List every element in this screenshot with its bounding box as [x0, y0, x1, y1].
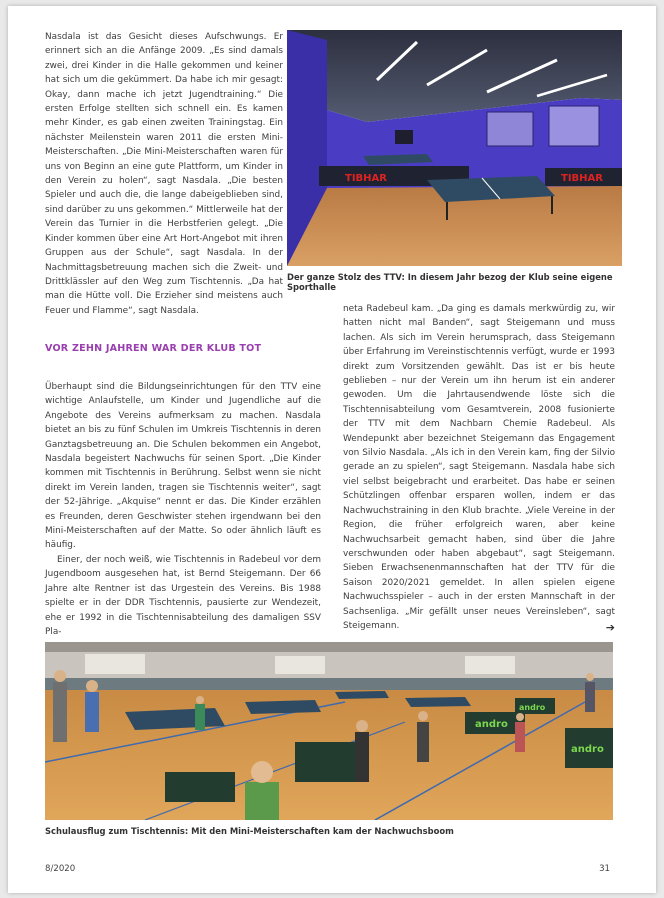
- andro-sign: andro: [519, 703, 546, 712]
- paragraph: Nasdala ist das Gesicht dieses Aufschwungs. Er erinnert sich an die Anfänge 2009. „Es sind damals zwei, drei Kinder in die Halle gekommen und keiner hat sich um die gekümmert. Da habe ich mir gesagt: Okay, dann mache ich jetzt Jugendtraining.“ Die ersten Erfolge stellten sich schnell ein. Es kamen mehr Kinder, es gab einen zweiten Trainingstag. Ein nächster Meilenstein waren 2011 die ersten Mini-Meisterschaften. „Die Mini-Meisterschaften waren für uns von Beginn an eine gute Plattform, um Kinder in den Verein zu holen“, sagt Nasdala. „Die besten Spieler und auch die, die lange dabeigeblieben sind, sind darüber zu uns gekommen.“ Mittlerweile hat der Verein das Turnier in die Herbstferien gelegt. „Die Kinder kommen über eine Art Hort-Angebot mit ihren Gruppen aus der Schule“, sagt Nasdala. In der Nachmittagsbetreuung machen sich die Zweit- und Drittklässler auf den Weg zum Tischtennis. „Da hat man die Hütte voll. Die Erzieher sind meistens auch Feuer und Flamme“, sagt Nasdala.: [45, 32, 283, 316]
- section-heading: VOR ZEHN JAHREN WAR DER KLUB TOT: [45, 343, 262, 354]
- photo-caption-top: Der ganze Stolz des TTV: In diesem Jahr bezog der Klub seine eigene Sporthalle: [287, 272, 613, 292]
- gym-illustration: [45, 642, 613, 820]
- magazine-page: [8, 6, 656, 893]
- sports-hall-photo: [287, 30, 622, 266]
- photo-caption-bottom: Schulausflug zum Tischtennis: Mit den Mini-Meisterschaften kam der Nachwuchsboom: [45, 826, 454, 836]
- continue-arrow-icon: ➔: [605, 620, 615, 634]
- paragraph: Einer, der noch weiß, wie Tischtennis in Radebeul vor dem Jugendboom ausgesehen hat, ist Bernd Steigemann. Der 66 Jahre alte Rentner ist das Urgestein des Vereins. Bis 1988 spielte er in der DDR Tischtennis, pausierte zur Wendezeit, ehe er 1992 in die Tischtennisabteilung des damaligen SSV Pla-: [45, 554, 321, 637]
- sports-hall-illustration: [287, 30, 622, 266]
- article-column-right: [343, 302, 615, 633]
- tibhar-sign: TIBHAR: [345, 173, 387, 184]
- school-trip-photo: [45, 642, 613, 820]
- tibhar-sign: TIBHAR: [561, 173, 603, 184]
- paragraph: Überhaupt sind die Bildungseinrichtungen für den TTV eine wichtige Anlaufstelle, um Kinder und Jugendliche auf die Angebote des Vereins aufmerksam zu machen. Nasdala bietet an bis zu fünf Schulen im Umkreis Tischtennis in deren Ganztagsbetreuung an. Die Schulen bekommen ein Angebot, Nasdala begeistert Nachwuchs für seinen Sport. „Die Kinder kommen mit Tischtennis in Berührung. Selbst wenn sie nicht direkt im Verein landen, tragen sie Tischtennis weiter“, sagt der 52-Jährige. „Akquise“ nennt er das. Die Kinder erzählen es Freunden, deren Geschwister stehen irgendwann bei den Mini-Meisterschaften auf der Matte. So oder ähnlich läuft es häufig.: [45, 382, 321, 551]
- andro-sign: andro: [571, 744, 604, 755]
- paragraph: neta Radebeul kam. „Da ging es damals merkwürdig zu, wir hatten nicht mal Banden“, sagt Steigemann und muss lachen. Als sich im Verein herumsprach, dass Steigemann über Erfahrung im Vereinstischtennis verfügt, wurde er 1993 direkt zum Vorsitzenden gewählt. Das ist er bis heute geblieben – nur der Verein um ihn herum ist ein anderer gewoden. Um die Jahrtausendwende löste sich die Tischtennisabteilung vom Gesamtverein, 2008 fusionierte der TTV mit dem Nachbarn Chemie Radebeul. Als Wendepunkt aber bezeichnet Steigemann das Engagement von Silvio Nasdala. „Als ich in den Verein kam, fing der Silvio gerade an zu spielen“, sagt Steigemann. Nasdala habe sich viel selbst beigebracht und erarbeitet. Das habe er seinen Schützlingen offenbar ersparen wollen, indem er das Nachwuchstraining in den Klub brachte. „Viele Vereine in der Region, die früher erfolgreich waren, aber keine Nachwuchsarbeit gemacht haben, sind über die Jahre verschwunden oder haben abgebaut“, sagt Steigemann. Sieben Erwachsenenmannschaften hat der TTV für die Saison 2020/2021 gemeldet. In allen spielen eigene Nachwuchsspieler – auch in der ersten Mannschaft in der Sachsenliga. „Mir gefällt unser neues Vereinsleben“, sagt Steigemann.: [343, 304, 615, 631]
- andro-sign: andro: [475, 719, 508, 730]
- page-number: 31: [599, 864, 610, 874]
- issue-number: 8/2020: [45, 864, 76, 874]
- article-column-top: [45, 30, 283, 318]
- article-column-left: [45, 343, 321, 639]
